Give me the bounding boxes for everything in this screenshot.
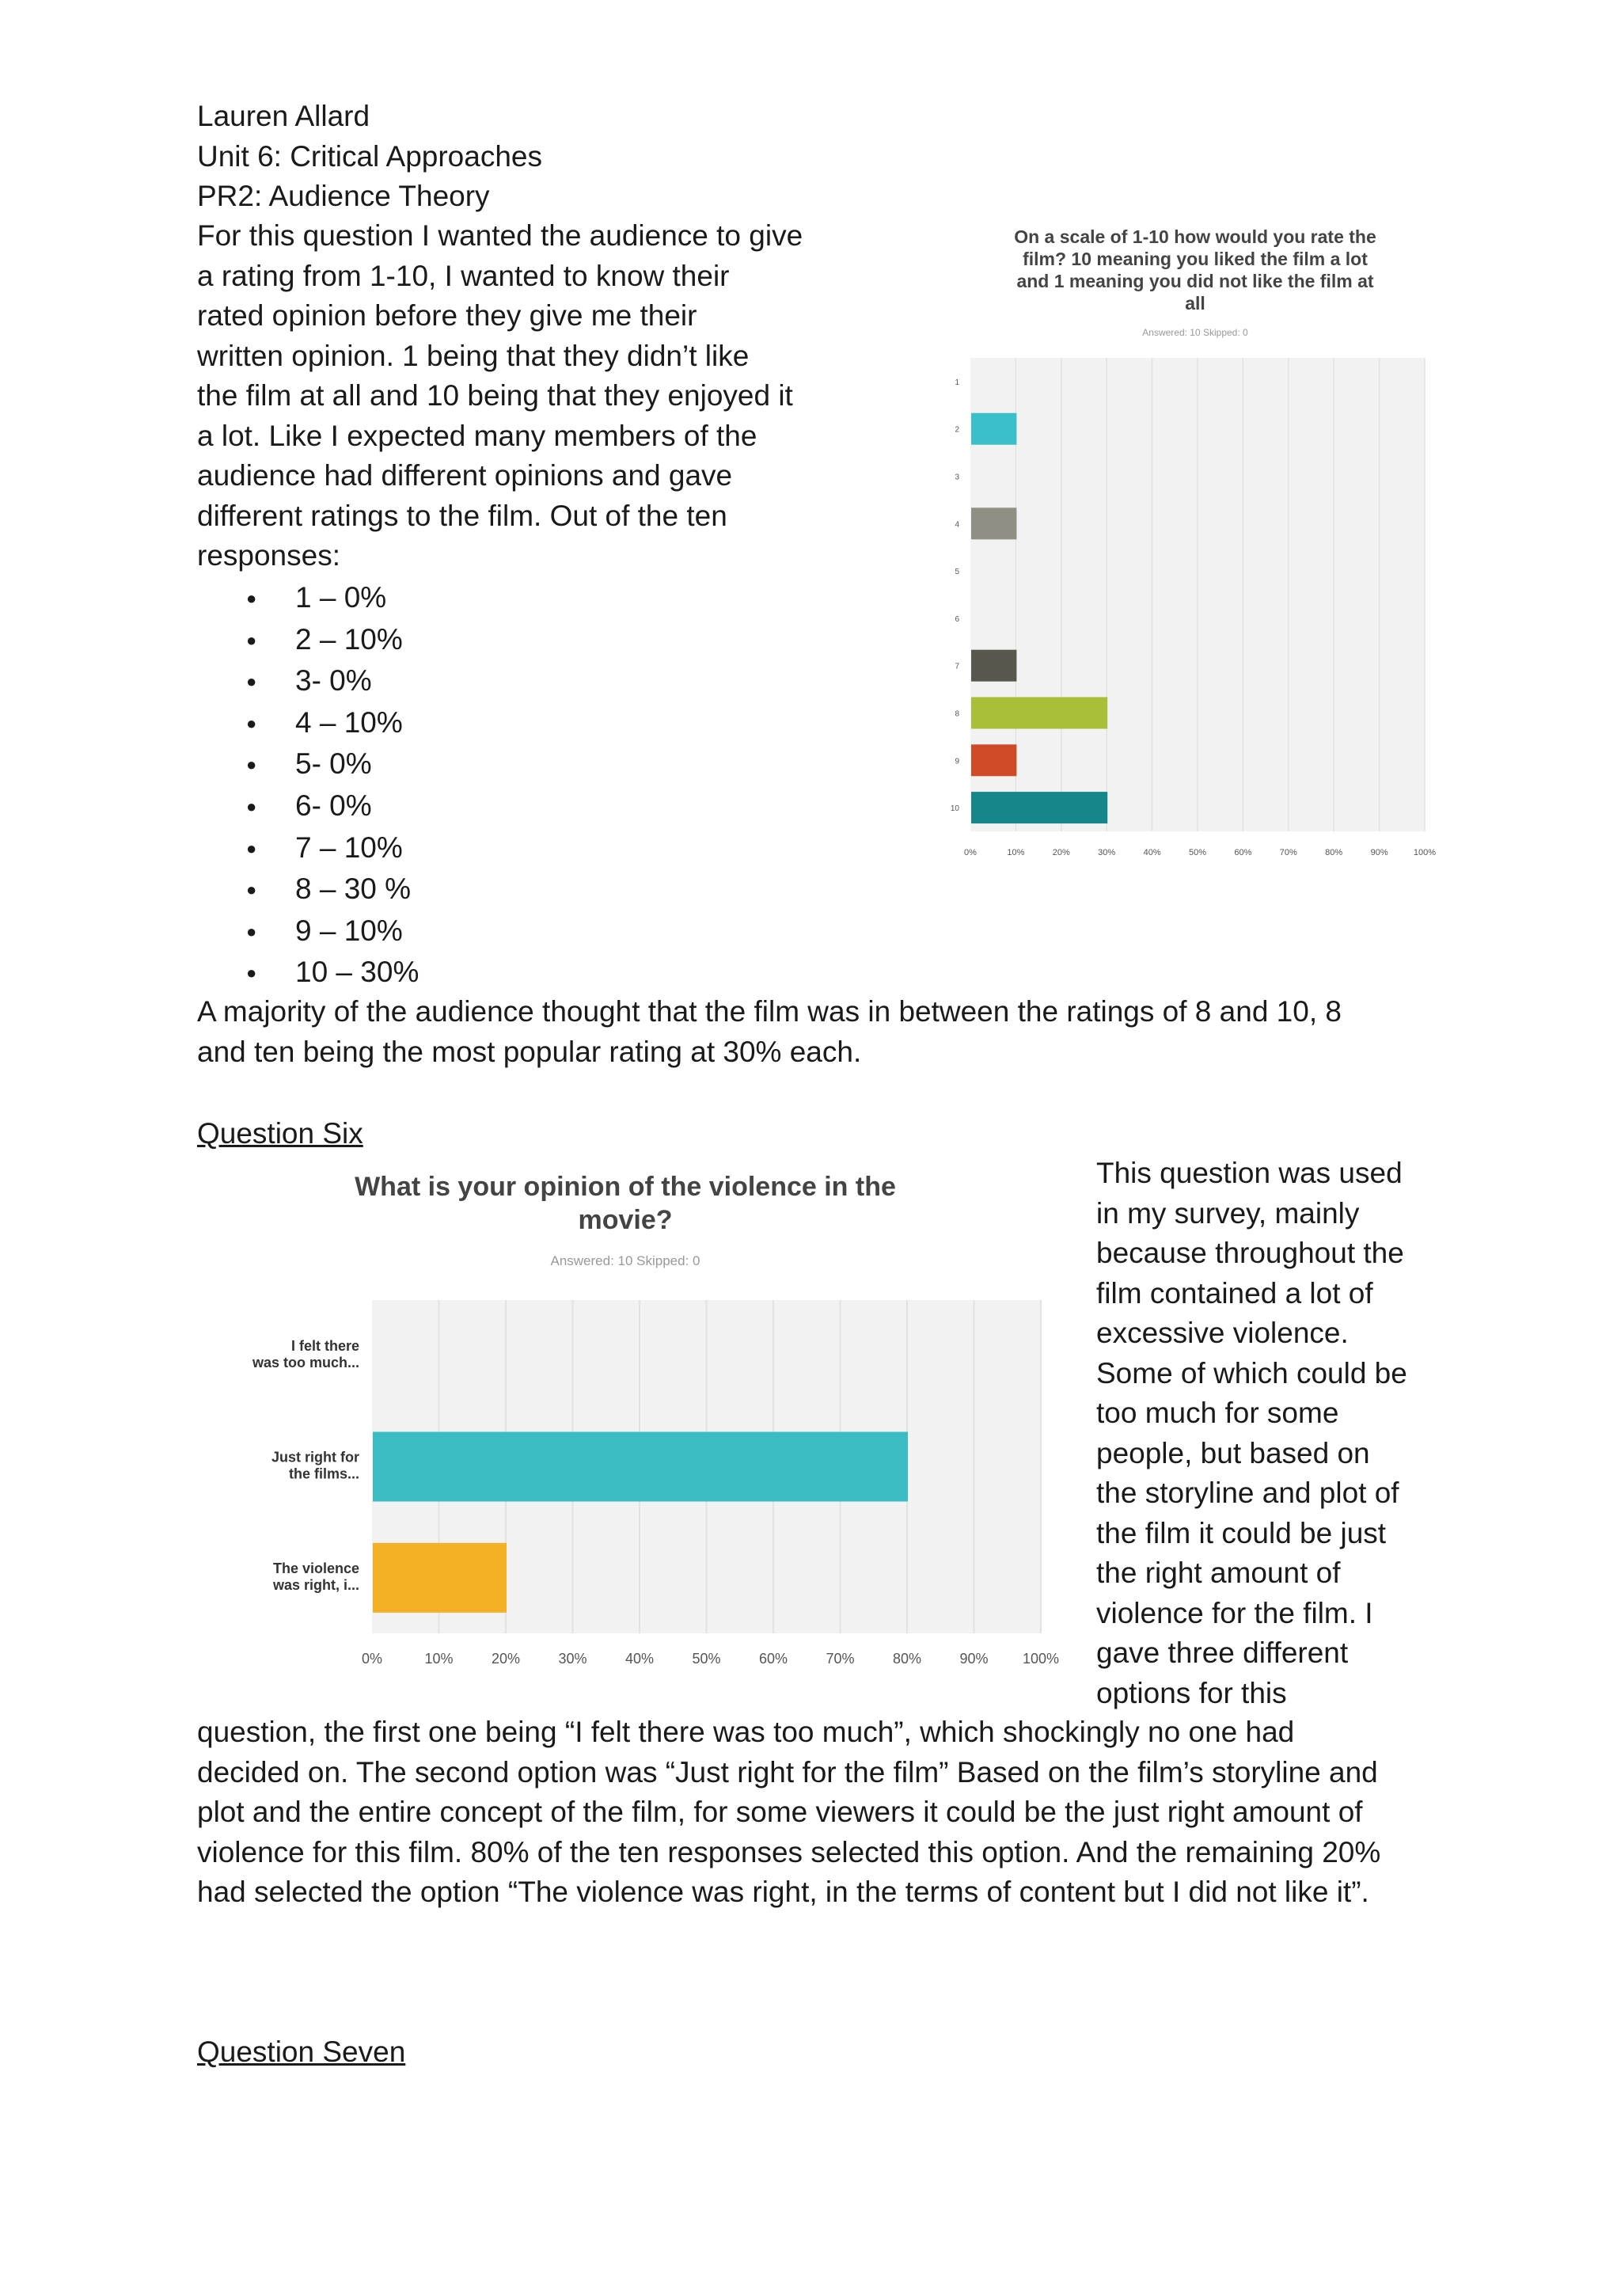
violence-chart-svg [230,1156,1061,1678]
question-six-heading: Question Six [197,1117,363,1150]
summary-line: A majority of the audience thought that the film was in between the ratings of 8 and 10, 8 [197,995,1342,1028]
intro-paragraph [197,216,803,576]
category-label: 7 [955,662,959,671]
side-line: the right amount of [1096,1557,1341,1589]
x-tick-label: 0% [361,1651,383,1667]
unit-title: Unit 6: Critical Approaches [197,140,542,173]
x-tick-label: 50% [1188,848,1207,857]
category-label: 9 [955,757,959,766]
x-tick-label: 10% [424,1651,454,1667]
x-tick-label: 80% [892,1651,922,1667]
violence-chart [230,1156,1061,1678]
x-tick-label: 0% [964,848,977,857]
list-item: ● 5- 0% [197,743,419,785]
question-six-body [197,1712,1380,1913]
x-tick-label: 30% [558,1651,587,1667]
x-tick-label: 100% [1022,1651,1060,1667]
side-line: in my survey, mainly [1096,1196,1360,1230]
list-item: ● 3- 0% [197,660,419,702]
side-line: excessive violence. [1096,1317,1349,1349]
side-line: people, but based on [1096,1436,1370,1469]
category-label: was right, i... [272,1576,359,1593]
assignment-title: PR2: Audience Theory [197,180,490,212]
chart-title-line: all [1185,293,1205,314]
summary-line: and ten being the most popular rating at 30% each. [197,1035,862,1068]
intro-line: responses: [197,539,340,572]
bar [971,413,1016,445]
x-tick-label: 60% [1234,848,1252,857]
chart-meta-text: Answered: 10 Skipped: 0 [550,1253,700,1268]
x-tick-label: 20% [1052,848,1070,857]
intro-line: rated opinion before they give me their [197,299,697,332]
x-tick-label: 50% [692,1651,721,1667]
intro-line: a lot. Like I expected many members of the [197,419,757,452]
intro-line: For this question I wanted the audience to give [197,219,803,252]
x-tick-label: 70% [1279,848,1297,857]
category-label: 1 [955,378,959,387]
bar [373,1543,507,1613]
list-item: ● 2 – 10% [197,619,419,661]
x-tick-label: 40% [624,1651,655,1667]
x-tick-label: 10% [1007,848,1025,857]
side-line: options for this [1096,1676,1287,1709]
body-line: violence for this film. 80% of the ten responses selected this option. And the remaining 20% [197,1835,1381,1868]
chart-title-line: film? 10 meaning you liked the film a lot [1023,249,1368,269]
chart-title-line: On a scale of 1-10 how would you rate the [1014,226,1376,247]
body-line: question, the first one being “I felt there was too much”, which shockingly no one had [197,1716,1295,1748]
category-label: I felt there [290,1338,359,1355]
chart-title-line: movie? [578,1205,673,1235]
x-tick-label: 20% [491,1651,521,1667]
ratings-list [197,577,419,994]
chart-title-line: What is your opinion of the violence in the [355,1172,896,1202]
x-tick-label: 90% [1370,848,1388,857]
category-label: 6 [955,614,959,624]
list-item: ● 8 – 30 % [197,869,419,910]
list-item: ● 10 – 30% [197,952,419,994]
side-line: gave three different [1096,1636,1349,1669]
question-seven-heading: Question Seven [197,2036,406,2068]
side-line: violence for the film. I [1096,1596,1373,1629]
category-label: 2 [955,425,959,435]
chart-title-line: and 1 meaning you did not like the film at [1016,271,1374,291]
chart-meta-text: Answered: 10 Skipped: 0 [1142,327,1248,338]
side-line: This question was used [1096,1157,1403,1189]
body-line: had selected the option “The violence was right, in the terms of content but I did not like it”. [197,1876,1369,1908]
x-tick-label: 90% [959,1651,989,1667]
list-item: ● 7 – 10% [197,827,419,869]
intro-line: the film at all and 10 being that they enjoyed it [197,379,793,412]
intro-line: written opinion. 1 being that they didn’t like [197,339,750,372]
intro-line: a rating from 1-10, I wanted to know their [197,259,730,292]
x-tick-label: 80% [1325,848,1343,857]
x-tick-label: 70% [826,1651,855,1667]
intro-line: different ratings to the film. Out of the ten [197,499,727,532]
category-label: 8 [955,709,959,719]
list-item: ● 6- 0% [197,785,419,827]
question-six-side-text [1096,1154,1407,1713]
author-name: Lauren Allard [197,100,370,132]
body-line: decided on. The second option was “Just right for the film” Based on the film’s storyline and [197,1755,1378,1789]
intro-line: audience had different opinions and gave [197,459,733,492]
side-line: film contained a lot of [1096,1276,1373,1310]
side-line: because throughout the [1096,1237,1404,1269]
bar [971,744,1016,776]
x-tick-label: 60% [758,1651,788,1667]
bar [971,507,1016,539]
list-item: ● 4 – 10% [197,702,419,744]
category-label: was too much... [252,1355,359,1371]
bar [971,698,1107,729]
category-label: 10 [950,804,959,814]
body-line: plot and the entire concept of the film, for some viewers it could be the just right amount of [197,1796,1363,1828]
summary-paragraph [197,992,1342,1072]
category-label: Just right for [271,1449,359,1465]
x-tick-label: 30% [1098,848,1116,857]
side-line: too much for some [1096,1397,1339,1429]
category-label: the films... [288,1465,359,1482]
list-item: ● 9 – 10% [197,910,419,952]
bar [373,1432,908,1502]
side-line: the film it could be just [1096,1516,1387,1549]
side-line: the storyline and plot of [1096,1477,1399,1509]
category-label: The violence [272,1560,359,1576]
side-line: Some of which could be [1096,1356,1407,1389]
category-label: 4 [955,520,959,530]
x-tick-label: 40% [1143,848,1161,857]
category-label: 3 [955,473,959,482]
list-item: ● 1 – 0% [197,577,419,619]
bar [971,792,1107,823]
rating-chart [942,222,1448,863]
rating-chart-svg [942,222,1448,863]
bar [971,650,1016,682]
x-tick-label: 100% [1413,848,1437,857]
category-label: 5 [955,568,959,577]
